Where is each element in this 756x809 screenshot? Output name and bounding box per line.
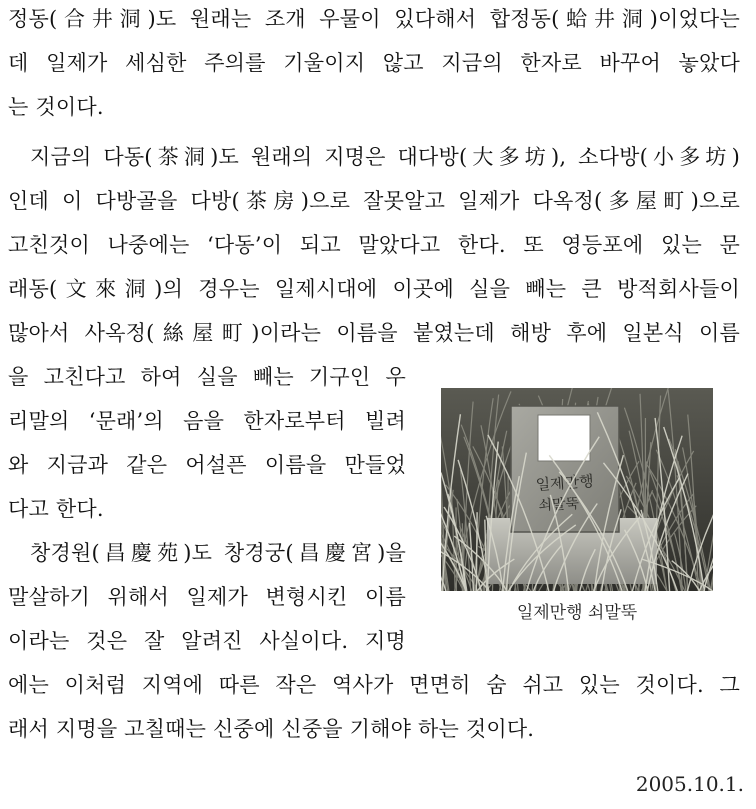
text-line-9: 을 고친다고 하여 실을 빼는 기구인 우 [8,365,406,389]
text-line-7: 래동(文來洞)의 경우는 일제시대에 이곳에 실을 빼는 큰 방적회사들이 [8,277,740,301]
text-line-2: 데 일제가 세심한 주의를 기울이지 않고 지금의 한자로 바꾸어 놓았다 [8,51,740,75]
text-line-17: 래서 지명을 고칠때는 신중에 신중을 기해야 하는 것이다. [8,717,535,741]
text-line-12: 다고 한다. [8,497,104,521]
text-line-8: 많아서 사옥정(絲屋町)이라는 이름을 붙였는데 해방 후에 일본식 이름 [8,321,740,345]
stone-inscription-1: 일제만행 [535,472,595,495]
text-line-1: 정동(合井洞)도 원래는 조개 우물이 있다해서 합정동(蛤井洞)이었다는 [8,7,740,31]
stone-plate [538,415,590,461]
text-line-3: 는 것이다. [8,95,104,119]
text-line-15: 이라는 것은 잘 알려진 사실이다. 지명 [8,629,406,653]
text-line-11: 와 지금과 같은 어설픈 이름을 만들었 [8,453,406,477]
text-line-16: 에는 이처럼 지역에 따른 작은 역사가 면면히 숨 쉬고 있는 것이다. 그 [8,673,740,697]
iron-stake-photo [441,388,713,591]
text-line-5: 인데 이 다방골을 다방(茶房)으로 잘못알고 일제가 다옥정(多屋町)으로 [8,189,740,213]
text-line-13: 창경원(昌慶苑)도 창경궁(昌慶宮)을 [30,541,406,565]
text-line-14: 말살하기 위해서 일제가 변형시킨 이름 [8,585,406,609]
photo-illustration [441,388,713,591]
text-line-6: 고친것이 나중에는 ‘다동’이 되고 말았다고 한다. 또 영등포에 있는 문 [8,233,740,257]
text-line-10: 리말의 ‘문래’의 음을 한자로부터 빌려 [8,409,406,433]
document-date: 2005.10.1. [635,772,744,796]
photo-caption: 일제만행 쇠말뚝 [516,603,638,623]
stone-inscription-2: 쇠말뚝 [538,495,580,515]
text-line-4: 지금의 다동(茶洞)도 원래의 지명은 대다방(大多坊), 소다방(小多坊) [30,145,740,169]
